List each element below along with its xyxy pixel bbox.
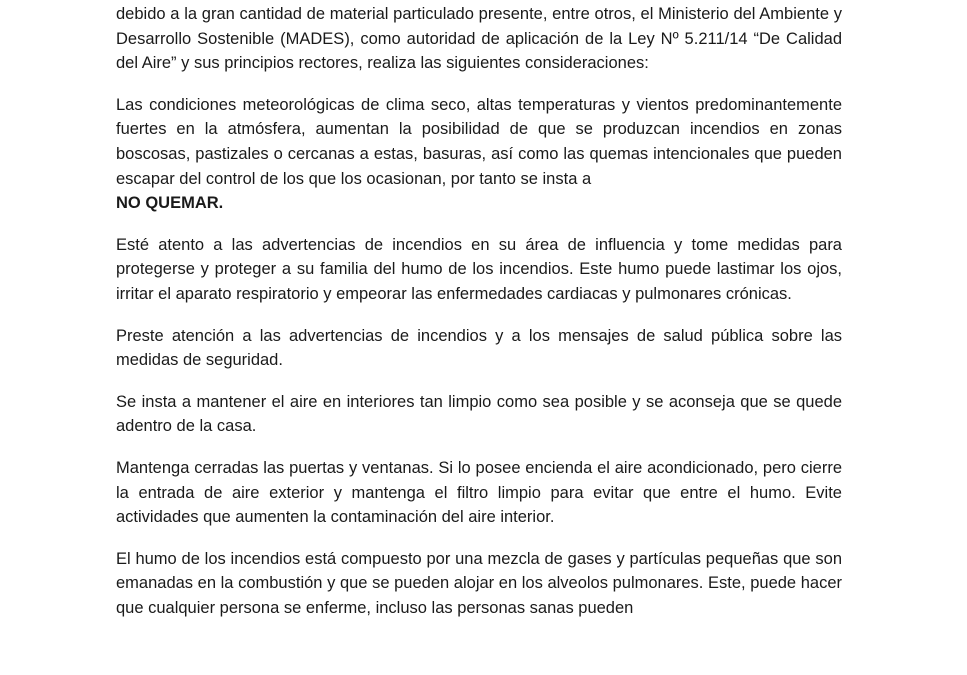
paragraph-weather-conditions <box>116 93 842 216</box>
no-quemar-emphasis: NO QUEMAR. <box>116 194 224 213</box>
paragraph-fire-warnings: Esté atento a las advertencias de incendios en su área de influencia y tome medidas para protegerse y proteger a su familia del humo de los incendios. Este humo puede lastimar los ojos, irritar el aparato respiratorio y empeorar las enfermedades cardiacas y pulmonares crónicas. <box>116 235 842 303</box>
document-body <box>116 2 842 637</box>
paragraph-mades-considerations: debido a la gran cantidad de material particulado presente, entre otros, el Ministerio del Ambiente y Desarrollo Sostenible (MADES), como autoridad de aplicación de la Ley Nº 5.211/14 “De Calidad del Aire” y sus principios rectores, realiza las siguientes consideraciones: <box>116 5 842 73</box>
paragraph-doors-windows: Mantenga cerradas las puertas y ventanas. Si lo posee encienda el aire acondicionado, pero cierre la entrada de aire exterior y mantenga el filtro limpio para evitar que entre el humo. Evite actividades que aumenten la contaminación del aire interior. <box>116 458 842 527</box>
paragraph-weather-text: Las condiciones meteorológicas de clima seco, altas temperaturas y vientos predominantemente fuertes en la atmósfera, aumentan la posibilidad de que se produzcan incendios en zonas boscosas, pastizales o cercanas a estas, basuras, así como las quemas intencionales que pueden escapar del control de los que los ocasionan, por tanto se insta a <box>116 95 842 188</box>
paragraph-smoke-composition: El humo de los incendios está compuesto por una mezcla de gases y partículas pequeñas que son emanadas en la combustión y que se pueden alojar en los alveolos pulmonares. Este, puede hacer que cualquier persona se enferme, incluso las personas sanas pueden <box>116 549 842 617</box>
paragraph-public-health-messages: Preste atención a las advertencias de incendios y a los mensajes de salud pública sobre las medidas de seguridad. <box>116 326 842 370</box>
paragraph-indoor-air: Se insta a mantener el aire en interiores tan limpio como sea posible y se aconseja que se quede adentro de la casa. <box>116 392 842 436</box>
